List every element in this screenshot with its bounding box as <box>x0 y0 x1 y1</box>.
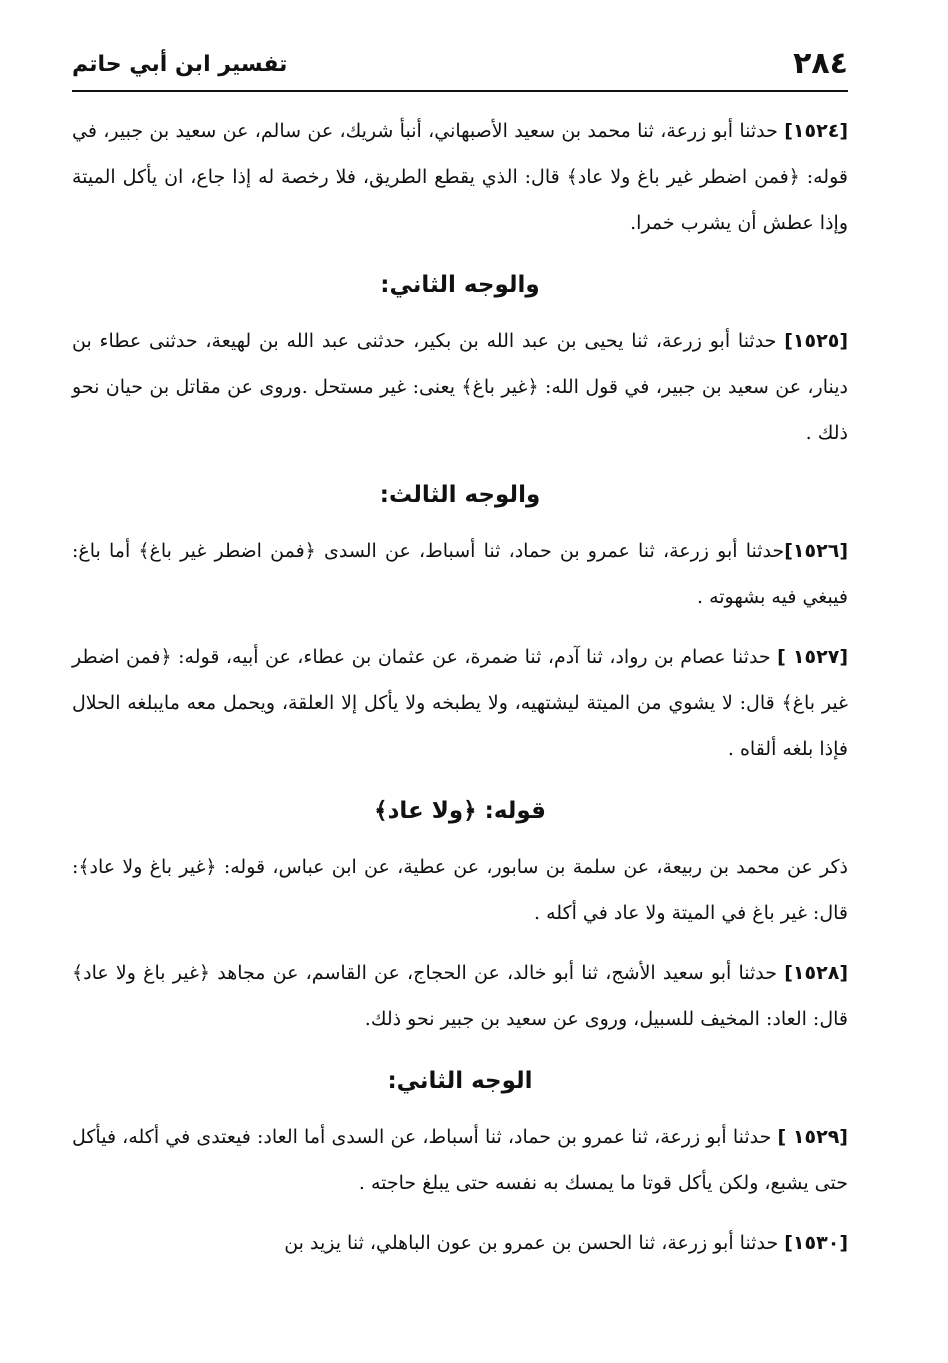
section-heading: والوجه الثالث: <box>379 482 541 508</box>
paragraph-text: حدثنا أبو زرعة، ثنا يحيى بن عبد الله بن بكير، حدثنى عبد الله بن لهيعة، حدثنى عطاء بن دينار، عن سعيد بن جبير، في قول الله: ﴿غير باغ﴾ يعنى: غير مستحل .وروى عن مقاتل بن حيان نحو ذلك . <box>72 330 848 444</box>
paragraph-1529 <box>72 1114 848 1206</box>
running-title: تفسير ابن أبي حاتم <box>72 52 288 77</box>
header-divider <box>72 90 848 92</box>
paragraph-text: حدثنا أبو زرعة، ثنا عمرو بن حماد، ثنا أسباط، عن السدى ﴿فمن اضطر غير باغ﴾ أما باغ: فيبغي فيه بشهوته . <box>72 540 848 608</box>
hadith-number: [١٥٢٥] <box>784 330 848 352</box>
hadith-number: [١٥٢٦] <box>784 540 848 562</box>
paragraph-text: حدثنا أبو زرعة، ثنا محمد بن سعيد الأصبهاني، أنبأ شريك، عن سالم، عن سعيد بن جبير، في قوله: ﴿فمن اضطر غير باغ ولا عاد﴾ قال: الذي يقطع الطريق، فلا رخصة له إذا جاع، ان يأكل الميتة وإذا عطش أن يشرب خمرا. <box>72 120 848 234</box>
hadith-number: [١٥٢٨] <box>784 962 848 984</box>
paragraph-text: حدثنا عصام بن رواد، ثنا آدم، ثنا ضمرة، عن عثمان بن عطاء، عن أبيه، قوله: ﴿فمن اضطر غير باغ﴾ قال: لا يشوي من الميتة ليشتهيه، ولا يطبخه ولا يأكل إلا العلقة، ويحمل معه مايبلغه الحلال فإذا بلغه ألقاه . <box>72 646 848 760</box>
paragraph-text: حدثنا أبو زرعة، ثنا عمرو بن حماد، ثنا أسباط، عن السدى أما العاد: فيعتدى في أكله، فيأكل حتى يشبع، ولكن يأكل قوتا ما يمسك به نفسه حتى يبلغ حاجته . <box>72 1126 848 1194</box>
section-heading: والوجه الثاني: <box>380 272 540 298</box>
main-text <box>72 108 848 1280</box>
paragraph-dhukira <box>72 844 848 936</box>
paragraph-1530 <box>72 1220 848 1266</box>
paragraph-1526 <box>72 528 848 620</box>
page-number: ٢٨٤ <box>793 46 848 81</box>
paragraph-text: حدثنا أبو سعيد الأشج، ثنا أبو خالد، عن الحجاج، عن القاسم، عن مجاهد ﴿غير باغ ولا عاد﴾ قال: العاد: المخيف للسبيل، وروى عن سعيد بن جبير نحو ذلك. <box>72 962 848 1030</box>
section-heading: قوله: ﴿ولا عاد﴾ <box>374 798 546 824</box>
paragraph-1524 <box>72 108 848 246</box>
paragraph-text: حدثنا أبو زرعة، ثنا الحسن بن عمرو بن عون الباهلي، ثنا يزيد بن <box>284 1232 785 1254</box>
hadith-number: [١٥٢٧ ] <box>777 646 848 668</box>
section-heading: الوجه الثاني: <box>387 1068 533 1094</box>
paragraph-1527 <box>72 634 848 772</box>
page-header <box>72 44 848 92</box>
paragraph-1528 <box>72 950 848 1042</box>
hadith-number: [١٥٢٩ ] <box>777 1126 848 1148</box>
paragraph-1525 <box>72 318 848 456</box>
hadith-number: [١٥٣٠] <box>784 1232 848 1254</box>
paragraph-text: ذكر عن محمد بن ربيعة، عن سلمة بن سابور، عن عطية، عن ابن عباس، قوله: ﴿غير باغ ولا عاد﴾: قال: غير باغ في الميتة ولا عاد في أكله . <box>72 856 848 924</box>
hadith-number: [١٥٢٤] <box>784 120 848 142</box>
